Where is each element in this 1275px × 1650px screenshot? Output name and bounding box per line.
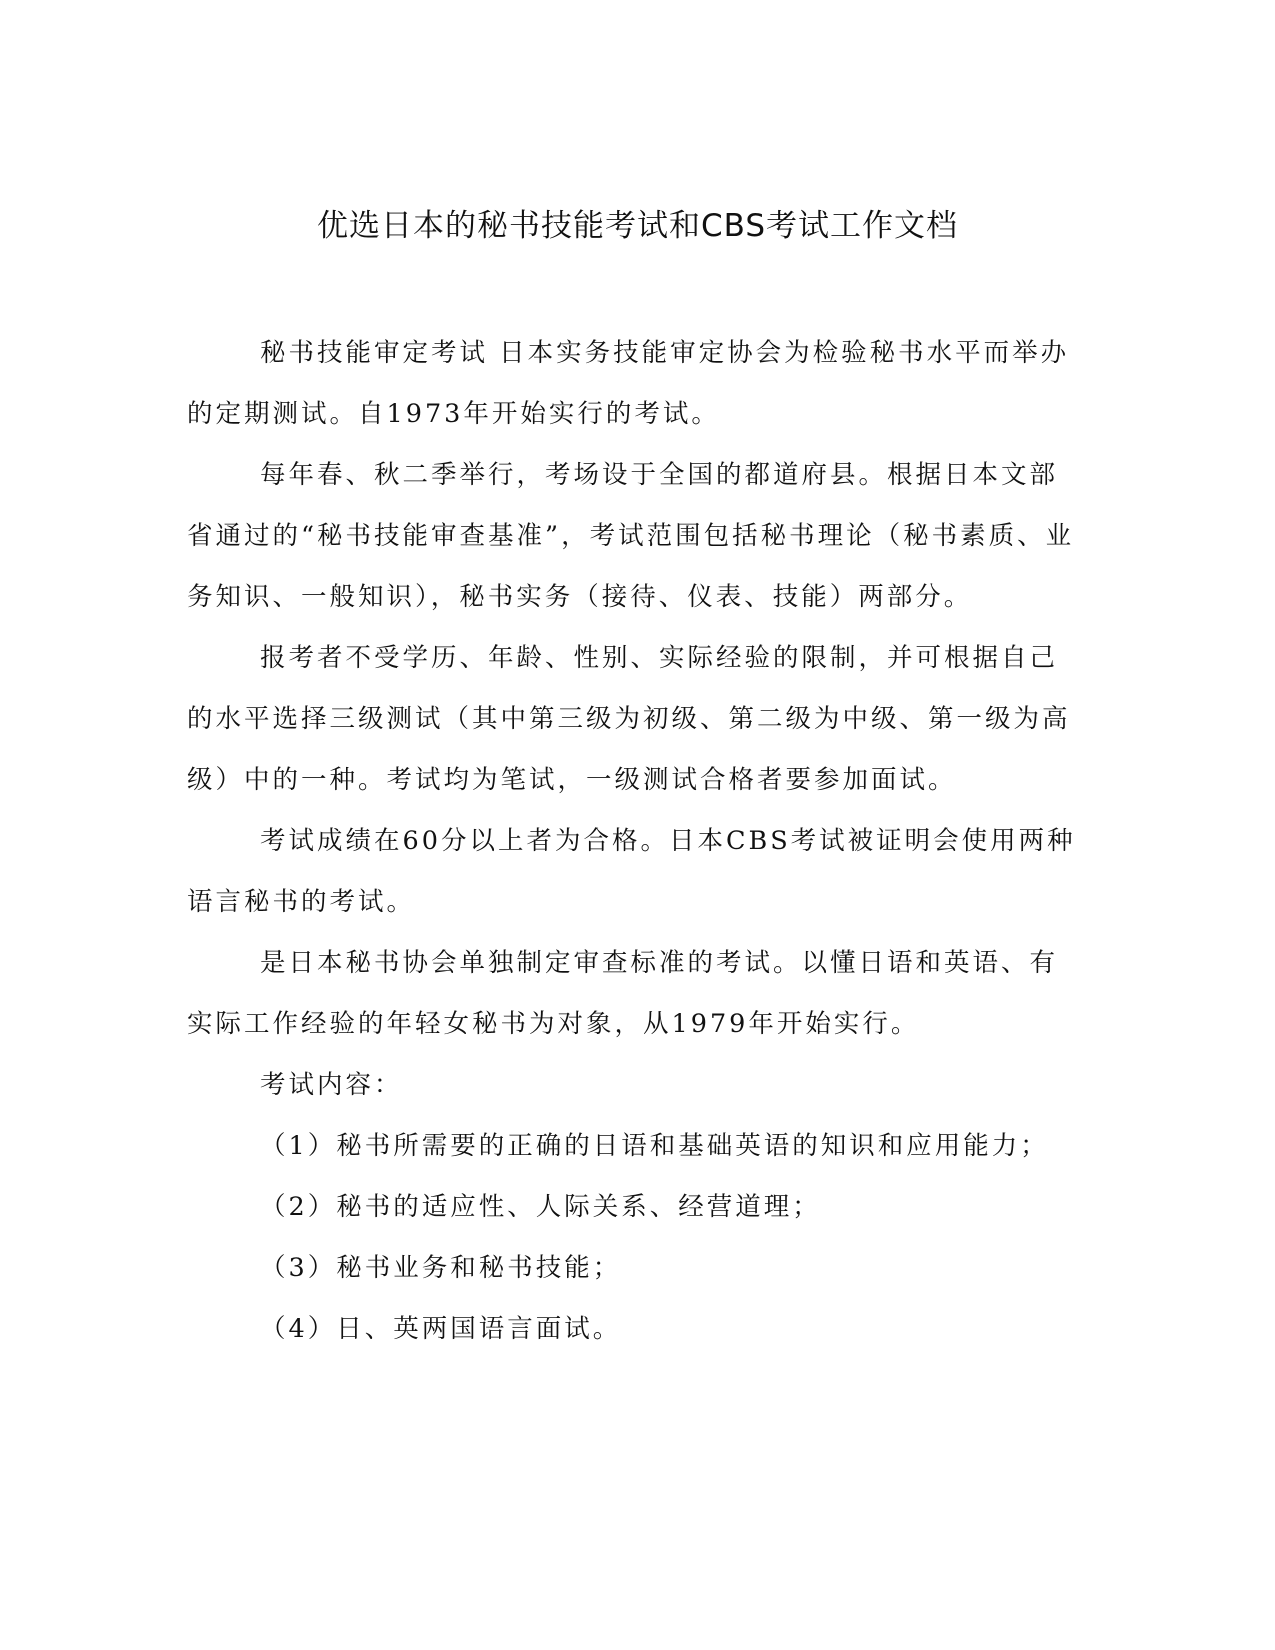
- list-item-1: （1）秘书所需要的正确的日语和基础英语的知识和应用能力；: [260, 1131, 1049, 1161]
- list-item-4: （4）日、英两国语言面试。: [260, 1314, 622, 1344]
- paragraph-passing-score: 考试成绩在60分以上者为合格。日本CBS考试被证明会使用两种语言秘书的考试。: [187, 826, 1076, 917]
- paragraph-exam-schedule: 每年春、秋二季举行，考场设于全国的都道府县。根据日本文部省通过的“秘书技能审查基准”，考试范围包括秘书理论（秘书素质、业务知识、一般知识），秘书实务（接待、仪表、技能）两部分。: [187, 460, 1075, 612]
- list-item-3: （3）秘书业务和秘书技能；: [260, 1253, 622, 1283]
- paragraph-cbs-exam: 是日本秘书协会单独制定审查标准的考试。以懂日语和英语、有实际工作经验的年轻女秘书为对象，从1979年开始实行。: [187, 948, 1059, 1039]
- paragraph-eligibility: 报考者不受学历、年龄、性别、实际经验的限制，并可根据自己的水平选择三级测试（其中第三级为初级、第二级为中级、第一级为高级）中的一种。考试均为笔试，一级测试合格者要参加面试。: [187, 643, 1071, 795]
- paragraph-exam-content-heading: 考试内容：: [260, 1070, 403, 1100]
- paragraph-exam-intro: 秘书技能审定考试 日本实务技能审定协会为检验秘书水平而举办的定期测试。自1973年开始实行的考试。: [187, 338, 1070, 429]
- document-title: 优选日本的秘书技能考试和CBS考试工作文档: [316, 208, 959, 244]
- list-item-2: （2）秘书的适应性、人际关系、经营道理；: [260, 1192, 821, 1222]
- document-body: [187, 323, 1077, 1360]
